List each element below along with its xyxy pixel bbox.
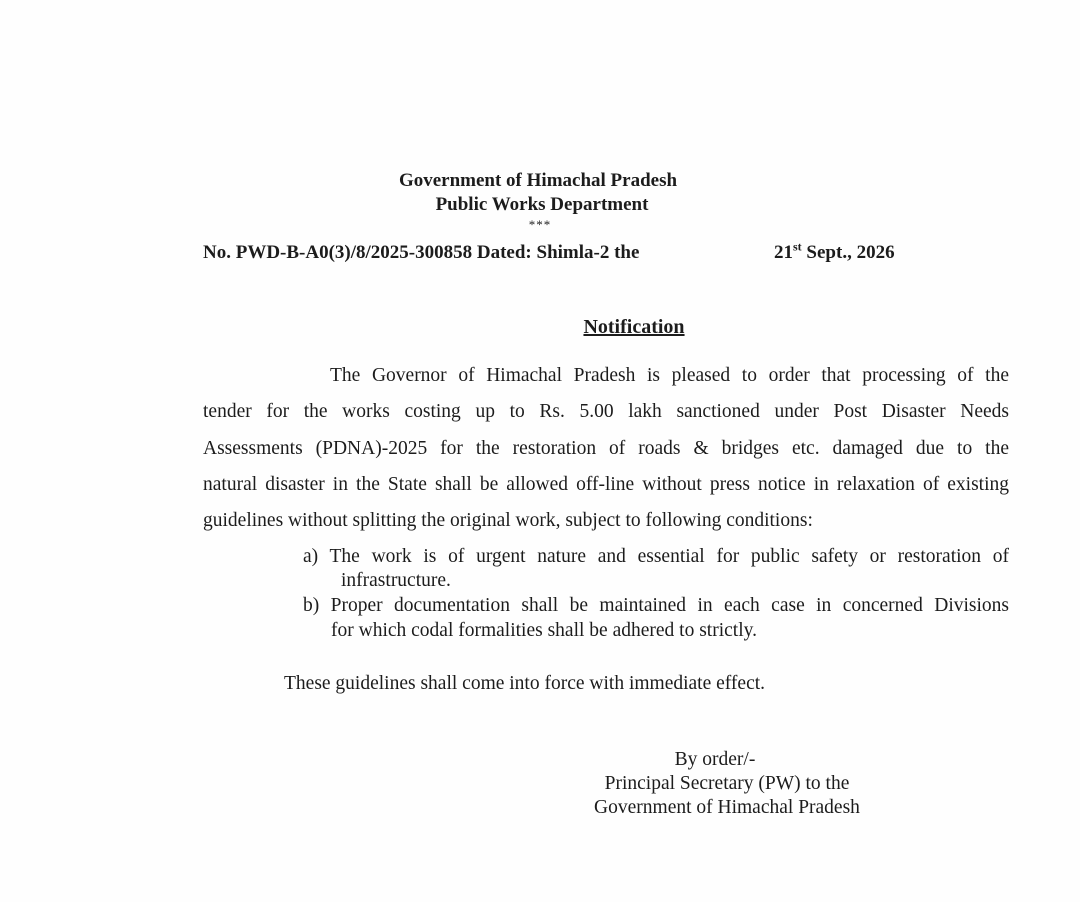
document-title: Notification	[583, 316, 685, 338]
notification-date	[774, 239, 895, 264]
signatory-government: Government of Himachal Pradesh	[594, 797, 860, 818]
heading-separator: ***	[528, 217, 552, 232]
date-day: 21	[774, 242, 793, 263]
body-line: Assessments (PDNA)-2025 for the restoration of roads & bridges etc. damaged due to the	[203, 438, 1009, 459]
condition-b-continued: for which codal formalities shall be adhered to strictly.	[331, 620, 757, 641]
government-heading: Government of Himachal Pradesh	[398, 170, 678, 191]
signatory-designation: Principal Secretary (PW) to the	[604, 773, 850, 794]
body-line: tender for the works costing up to Rs. 5.00 lakh sanctioned under Post Disaster Needs	[203, 401, 1009, 422]
by-order: By order/-	[674, 749, 756, 770]
condition-a-continued: infrastructure.	[341, 570, 451, 591]
department-heading: Public Works Department	[435, 194, 649, 215]
effect-statement: These guidelines shall come into force with immediate effect.	[284, 673, 766, 694]
date-month-year: Sept., 2026	[801, 242, 895, 263]
body-line: natural disaster in the State shall be allowed off-line without press notice in relaxation of existing	[203, 474, 1009, 495]
condition-a: a) The work is of urgent nature and essential for public safety or restoration of	[303, 546, 1009, 567]
condition-b: b) Proper documentation shall be maintained in each case in concerned Divisions	[303, 595, 1009, 616]
reference-number: No. PWD-B-A0(3)/8/2025-300858 Dated: Shimla-2 the	[203, 242, 640, 263]
body-line: guidelines without splitting the original work, subject to following conditions:	[203, 510, 813, 531]
date-suffix: st	[793, 239, 802, 254]
body-line: The Governor of Himachal Pradesh is pleased to order that processing of the	[330, 365, 1009, 386]
